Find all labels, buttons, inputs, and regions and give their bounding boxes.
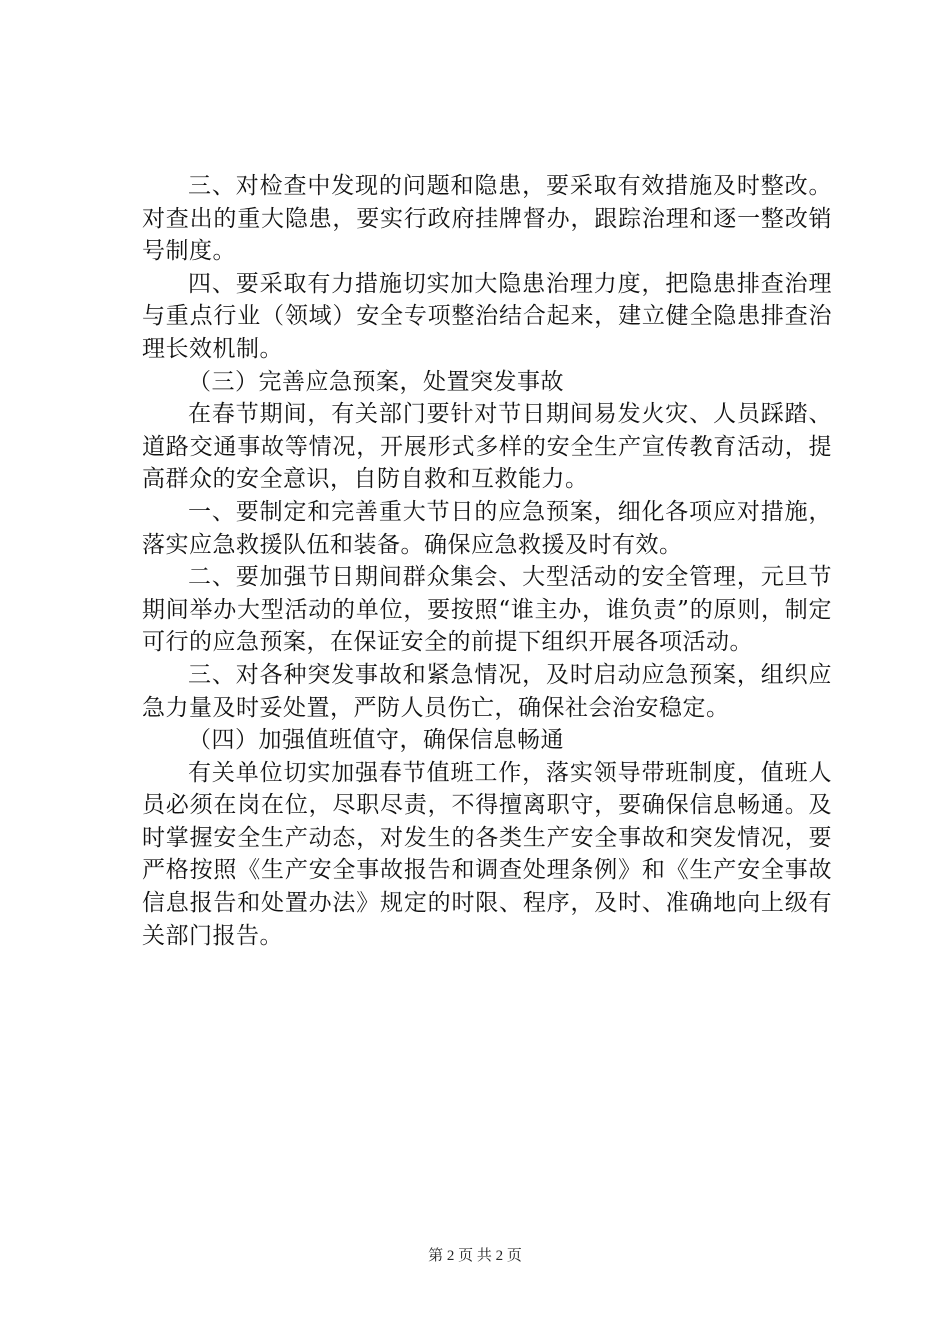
paragraph-rectify-hazards: 三、对检查中发现的问题和隐患，要采取有效措施及时整改。对查出的重大隐患，要实行政府挂牌督办，跟踪治理和逐一整改销号制度。 <box>142 173 832 265</box>
paragraph-emergency-plan-item-2: 二、要加强节日期间群众集会、大型活动的安全管理，元旦节期间举办大型活动的单位，要按照“谁主办，谁负责”的原则，制定可行的应急预案，在保证安全的前提下组织开展各项活动。 <box>142 564 832 656</box>
paragraph-spring-festival-publicity: 在春节期间，有关部门要针对节日期间易发火灾、人员踩踏、道路交通事故等情况，开展形式多样的安全生产宣传教育活动，提高群众的安全意识，自防自救和互救能力。 <box>142 401 832 493</box>
section-heading-duty-shifts: （四）加强值班值守，确保信息畅通 <box>188 727 564 754</box>
paragraph-emergency-plan-item-3: 三、对各种突发事故和紧急情况，及时启动应急预案，组织应急力量及时妥处置，严防人员伤亡，确保社会治安稳定。 <box>142 661 832 721</box>
paragraph-emergency-plan-item-1: 一、要制定和完善重大节日的应急预案，细化各项应对措施，落实应急救援队伍和装备。确保应急救援及时有效。 <box>142 498 832 558</box>
section-heading-emergency-plans: （三）完善应急预案，处置突发事故 <box>188 368 564 395</box>
document-body <box>142 170 832 952</box>
paragraph-hazard-governance: 四、要采取有力措施切实加大隐患治理力度，把隐患排查治理与重点行业（领域）安全专项整治结合起来，建立健全隐患排查治理长效机制。 <box>142 270 832 362</box>
page-number-footer: 第 2 页 共 2 页 <box>428 1248 522 1264</box>
paragraph-duty-reporting: 有关单位切实加强春节值班工作，落实领导带班制度，值班人员必须在岗在位，尽职尽责，不得擅离职守，要确保信息畅通。及时掌握安全生产动态，对发生的各类生产安全事故和突发情况，要严格按照《生产安全事故报告和调查处理条例》和《生产安全事故信息报告和处置办法》规定的时限、程序，及时、准确地向上级有关部门报告。 <box>142 759 832 949</box>
